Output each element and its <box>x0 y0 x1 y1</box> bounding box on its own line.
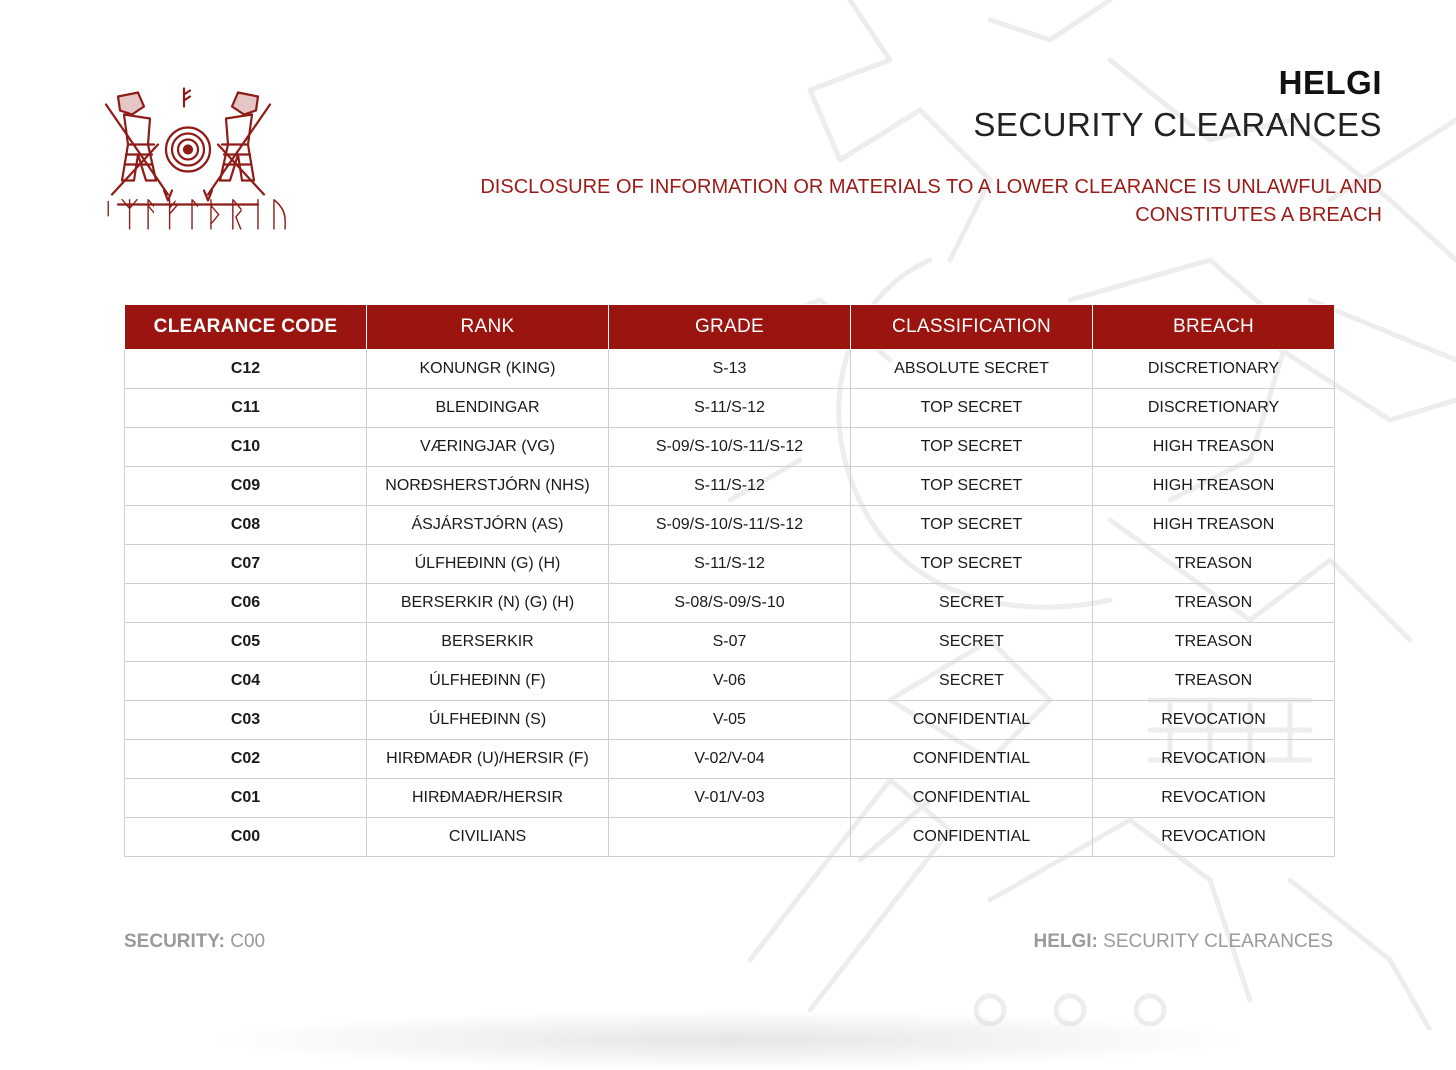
cell-rank: BERSERKIR <box>367 623 609 662</box>
table-row <box>125 779 1335 818</box>
cell-classification: TOP SECRET <box>851 506 1093 545</box>
cell-rank: BLENDINGAR <box>367 389 609 428</box>
footer-security-label: SECURITY: <box>124 931 225 952</box>
cell-classification: CONFIDENTIAL <box>851 740 1093 779</box>
page-title: HELGI <box>1278 64 1382 101</box>
footer-doc-value: SECURITY CLEARANCES <box>1103 931 1333 952</box>
cell-breach: TREASON <box>1093 662 1335 701</box>
cell-grade: S-13 <box>609 350 851 389</box>
cell-breach: HIGH TREASON <box>1093 506 1335 545</box>
column-header-grade: GRADE <box>609 305 851 350</box>
cell-classification: ABSOLUTE SECRET <box>851 350 1093 389</box>
cell-rank: ÁSJÁRSTJÓRN (AS) <box>367 506 609 545</box>
cell-rank: CIVILIANS <box>367 818 609 857</box>
cell-grade: S-11/S-12 <box>609 389 851 428</box>
footer-security-level <box>124 931 265 953</box>
table-row <box>125 740 1335 779</box>
column-header-breach: BREACH <box>1093 305 1335 350</box>
cell-code: C03 <box>125 701 367 740</box>
footer-document-name <box>1034 931 1334 953</box>
table-row <box>125 545 1335 584</box>
table-row <box>125 350 1335 389</box>
cell-code: C07 <box>125 545 367 584</box>
cell-rank: ÚLFHEÐINN (F) <box>367 662 609 701</box>
cell-grade: S-08/S-09/S-10 <box>609 584 851 623</box>
cell-rank: ÚLFHEÐINN (S) <box>367 701 609 740</box>
cell-breach: REVOCATION <box>1093 779 1335 818</box>
cell-classification: CONFIDENTIAL <box>851 818 1093 857</box>
cell-grade: S-11/S-12 <box>609 467 851 506</box>
cell-code: C10 <box>125 428 367 467</box>
page-bottom-shadow <box>200 1010 1256 1070</box>
cell-classification: CONFIDENTIAL <box>851 701 1093 740</box>
cell-code: C01 <box>125 779 367 818</box>
cell-breach: TREASON <box>1093 545 1335 584</box>
cell-breach: REVOCATION <box>1093 701 1335 740</box>
cell-code: C06 <box>125 584 367 623</box>
cell-code: C09 <box>125 467 367 506</box>
cell-classification: TOP SECRET <box>851 428 1093 467</box>
cell-rank: NORÐSHERSTJÓRN (NHS) <box>367 467 609 506</box>
cell-grade: S-11/S-12 <box>609 545 851 584</box>
cell-rank: HIRÐMAÐR/HERSIR <box>367 779 609 818</box>
cell-classification: SECRET <box>851 584 1093 623</box>
table-row <box>125 467 1335 506</box>
cell-code: C02 <box>125 740 367 779</box>
cell-code: C05 <box>125 623 367 662</box>
cell-breach: TREASON <box>1093 623 1335 662</box>
column-header-classification: CLASSIFICATION <box>851 305 1093 350</box>
cell-breach: REVOCATION <box>1093 818 1335 857</box>
cell-classification: SECRET <box>851 662 1093 701</box>
cell-code: C04 <box>125 662 367 701</box>
cell-rank: ÚLFHEÐINN (G) (H) <box>367 545 609 584</box>
table-row <box>125 584 1335 623</box>
cell-breach: HIGH TREASON <box>1093 467 1335 506</box>
cell-breach: TREASON <box>1093 584 1335 623</box>
cell-classification: TOP SECRET <box>851 389 1093 428</box>
cell-breach: DISCRETIONARY <box>1093 350 1335 389</box>
cell-code: C12 <box>125 350 367 389</box>
disclosure-warning: DISCLOSURE OF INFORMATION OR MATERIALS TO A LOWER CLEARANCE IS UNLAWFUL AND CONSTITUTES A BREACH <box>480 176 1382 226</box>
cell-code: C00 <box>125 818 367 857</box>
cell-breach: DISCRETIONARY <box>1093 389 1335 428</box>
cell-rank: HIRÐMAÐR (U)/HERSIR (F) <box>367 740 609 779</box>
cell-classification: TOP SECRET <box>851 467 1093 506</box>
cell-grade: V-02/V-04 <box>609 740 851 779</box>
table-row <box>125 506 1335 545</box>
footer-doc-label: HELGI: <box>1033 931 1098 952</box>
table-row <box>125 389 1335 428</box>
logo-runic-text: ᛌᛉᚨᚠᛚᚦᚱᛁᚢ <box>98 195 291 235</box>
column-header-rank: RANK <box>367 305 609 350</box>
cell-grade: V-06 <box>609 662 851 701</box>
cell-grade <box>609 818 851 857</box>
column-header-clearance-code: CLEARANCE CODE <box>125 305 367 350</box>
cell-code: C08 <box>125 506 367 545</box>
table-row <box>125 818 1335 857</box>
cell-classification: TOP SECRET <box>851 545 1093 584</box>
cell-grade: S-07 <box>609 623 851 662</box>
cell-grade: S-09/S-10/S-11/S-12 <box>609 506 851 545</box>
table-header-row <box>125 305 1335 350</box>
cell-classification: CONFIDENTIAL <box>851 779 1093 818</box>
table-row <box>125 623 1335 662</box>
cell-grade: V-01/V-03 <box>609 779 851 818</box>
cell-grade: V-05 <box>609 701 851 740</box>
table-row <box>125 428 1335 467</box>
cell-classification: SECRET <box>851 623 1093 662</box>
cell-rank: VÆRINGJAR (VG) <box>367 428 609 467</box>
cell-rank: BERSERKIR (N) (G) (H) <box>367 584 609 623</box>
page-subtitle: SECURITY CLEARANCES <box>973 106 1382 143</box>
cell-grade: S-09/S-10/S-11/S-12 <box>609 428 851 467</box>
cell-code: C11 <box>125 389 367 428</box>
cell-rank: KONUNGR (KING) <box>367 350 609 389</box>
footer-security-value: C00 <box>230 931 266 952</box>
clearance-table <box>124 304 1335 857</box>
table-row <box>125 701 1335 740</box>
table-row <box>125 662 1335 701</box>
cell-breach: REVOCATION <box>1093 740 1335 779</box>
cell-breach: HIGH TREASON <box>1093 428 1335 467</box>
